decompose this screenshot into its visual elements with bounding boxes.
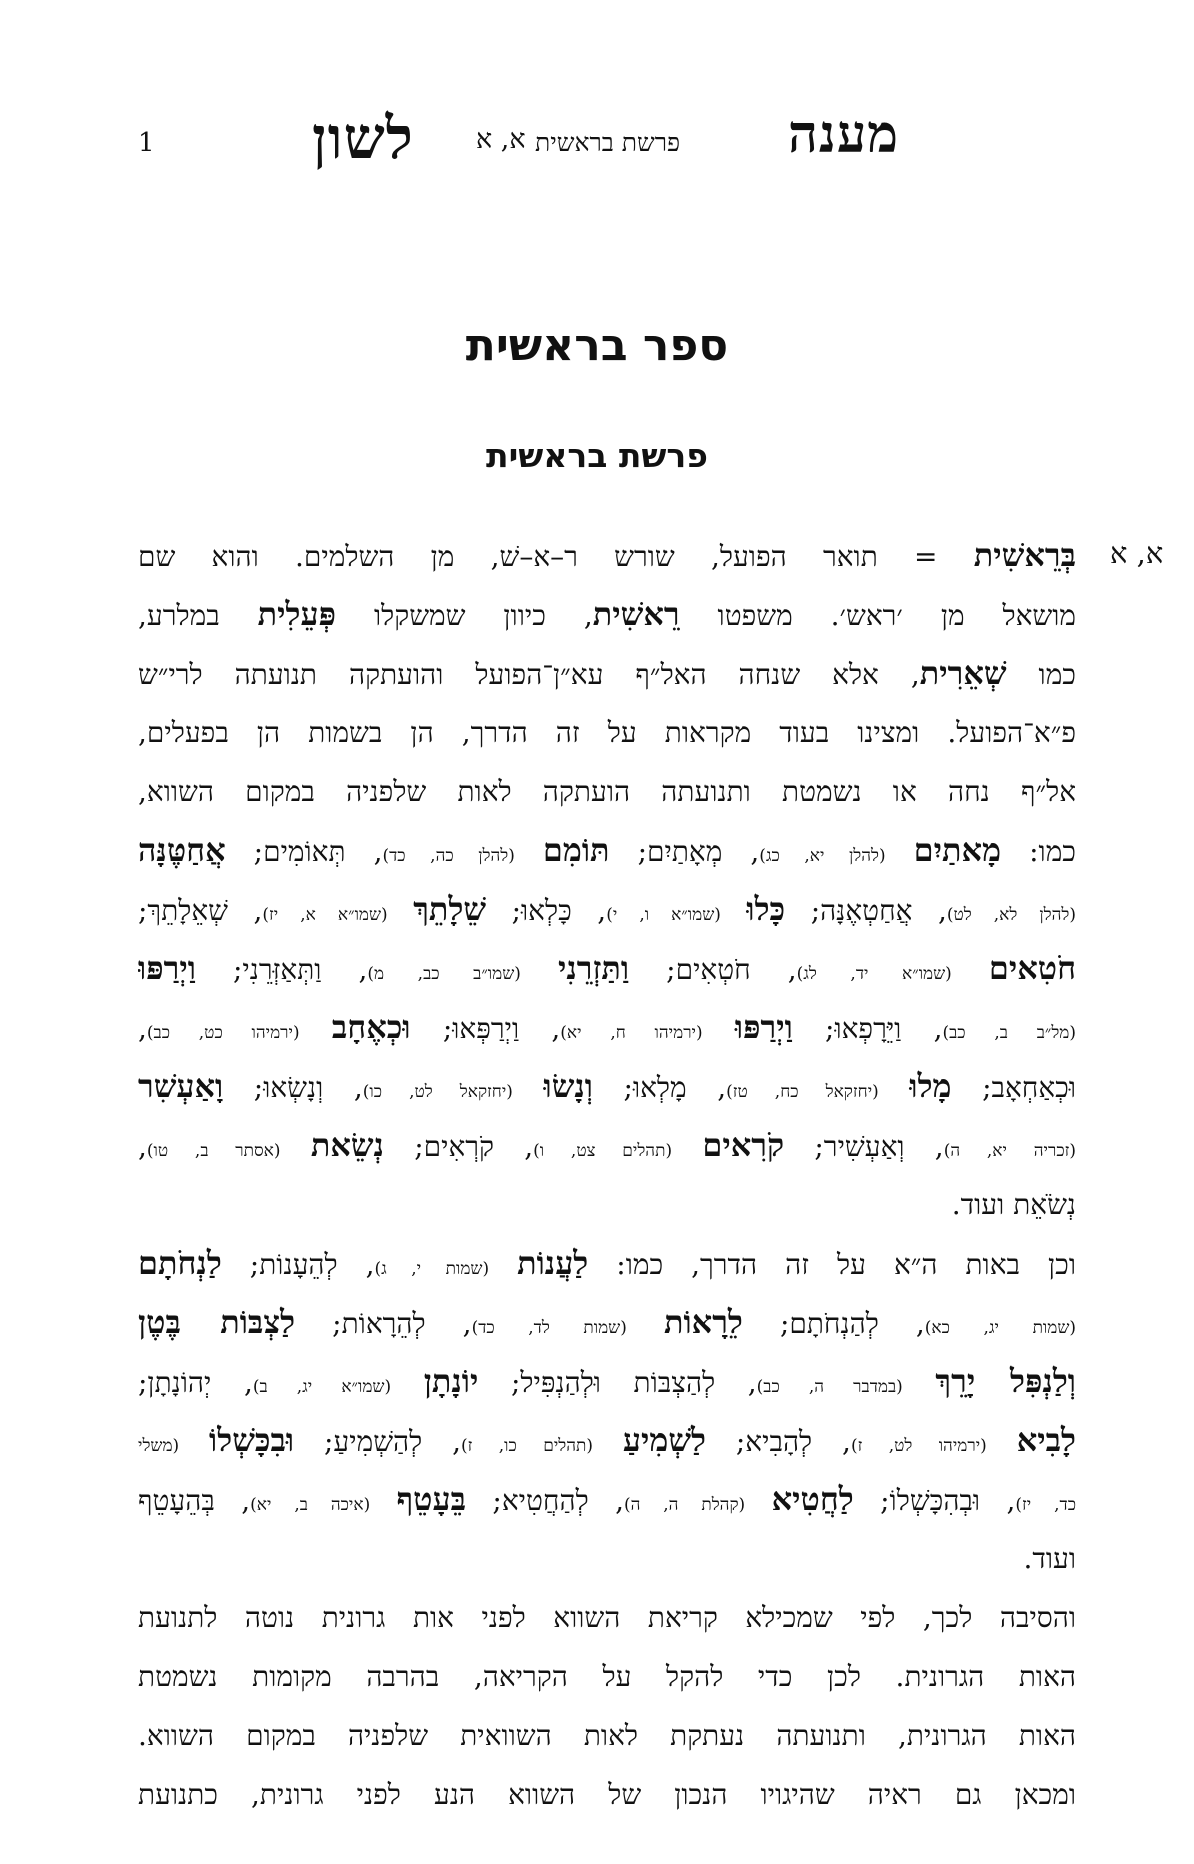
verse-label: א, א: [1110, 536, 1164, 570]
commentary-line: נְשֹׂאֵת ועוד.: [951, 1188, 1076, 1221]
commentary-line: בְּרֵאשִׁית = תואר הפועל, שורש ר–א–שׁ, מן השלמים. והוא שם: [138, 536, 1076, 574]
commentary-line: (זכריה יא, ה), וְאַעְשִׁיר; קֹרִאים (תהלים צט, ו), קֹרְאִים; נְשֵׂאת (אסתר ב, טו),: [138, 1126, 1076, 1164]
running-title-right: מענה: [788, 104, 900, 165]
commentary-line: כמו: מָאתַיִם (להלן יא, כג), מְאָתַיִם; תּוֹמִם (להלן כה, כד), תְּאוֹמִים; אֲחַטֶּנָּה: [138, 831, 1076, 869]
commentary-line: פ״א־הפועל. ומצינו בעוד מקראות על זה הדרך, הן בשמות הן בפעלים,: [138, 716, 1076, 749]
commentary-line: וּכְאַחְאָב; מָלוּ (יחזקאל כח, טז), מָלְאוּ; וְנָשׂוּ (יחזקאל לט, כו), וְנָשְׂאוּ; וָאַעְשִׁר: [138, 1067, 1076, 1105]
commentary-line: לָבִיא (ירמיהו לט, ז), לְהָבִיא; לַשְׁמִיעַ (תהלים כו, ז), לְהַשְׁמִיעַ; וּבִכָּשְׁלוֹ (משלי: [138, 1421, 1076, 1459]
running-title-left: לשון: [312, 104, 414, 172]
commentary-line: והסיבה לכך, לפי שמכילא קריאת השווא לפני אות גרונית נוטה לתנועת: [138, 1601, 1076, 1634]
commentary-line: ומכאן גם ראיה שהיגויו הנכון של השווא הנע לפני גרונית, כתנועת: [138, 1778, 1076, 1811]
commentary-line: וְלַנְפִּל יָרֵךְ (במדבר ה, כב), לְהַצְבּוֹת וּלְהַנְפִּיל; יוֹנָתָן (שמו״א יג, ב), יְהוֹנָתָן;: [138, 1362, 1076, 1400]
running-parsha: פרשת בראשית: [535, 128, 681, 157]
commentary-line: מושאל מן ׳ראש׳. משפטו רֵאשִׁית, כיוון שמשקלו פְּעֵלִית במלרע,: [138, 595, 1076, 633]
commentary-line: האות הגרונית. לכן כדי להקל על הקריאה, בהרבה מקומות נשמטת: [138, 1660, 1076, 1693]
commentary-line: (מל״ב ב, כב), וַיֵּרָפְאוּ; וַיְרַפּוּ (ירמיהו ח, יא), וַיְרַפְּאוּ; וּכְאֶחָב (ירמיהו כט, כב),: [138, 1008, 1076, 1046]
commentary-line: חֹטִאים (שמו״א יד, לג), חֹטְאִים; וַתַּזְרֵנִי (שמו״ב כב, מ), וַתְּאַזְּרֵנִי; וַיְרַפּוּ: [138, 949, 1076, 987]
commentary-body: [138, 526, 1076, 1824]
commentary-line: וכן באות ה״א על זה הדרך, כמו: לַעֲנוֹת (שמות י, ג), לְהֵעָנוֹת; לַנְחֹתָם: [138, 1244, 1076, 1282]
commentary-line: כמו שְׁאֵרִית, אלא שנחה האל״ף עא״ן־הפועל והועתקה תנועתה לרי״ש: [138, 654, 1076, 692]
commentary-line: (שמות יג, כא), לְהַנְחֹתָם; לֵרָאוֹת (שמות לד, כד), לְהֵרָאוֹת; לַצְבּוֹת בֶּטֶן: [138, 1303, 1076, 1341]
book-title: ספר בראשית: [465, 320, 729, 371]
commentary-line: כד, יז), וּבְהִכָּשְׁלוֹ; לַחֲטִיא (קהלת ה, ה), לְהַחֲטִיא; בֵּעָטֵף (איכה ב, יא), בְּהֵעָטֵף: [138, 1480, 1076, 1518]
running-verse: א, א: [476, 124, 526, 155]
page-number: 1: [138, 128, 155, 158]
commentary-line: ועוד.: [1023, 1542, 1076, 1575]
commentary-line: האות הגרונית, ותנועתה נעתקת לאות השוואית שלפניה במקום השווא.: [138, 1719, 1076, 1752]
commentary-line: אל״ף נחה או נשמטת ותנועתה הועתקה לאות שלפניה במקום השווא,: [138, 775, 1076, 808]
parsha-title: פרשת בראשית: [486, 436, 708, 475]
commentary-line: (להלן לא, לט), אֲחַטְאֶנָּה; כָּלוּ (שמו״א ו, י), כָּלְאוּ; שֵׁלָתֵךְ (שמו״א א, יז), שְׁאֵלָתֵךְ;: [138, 890, 1076, 928]
